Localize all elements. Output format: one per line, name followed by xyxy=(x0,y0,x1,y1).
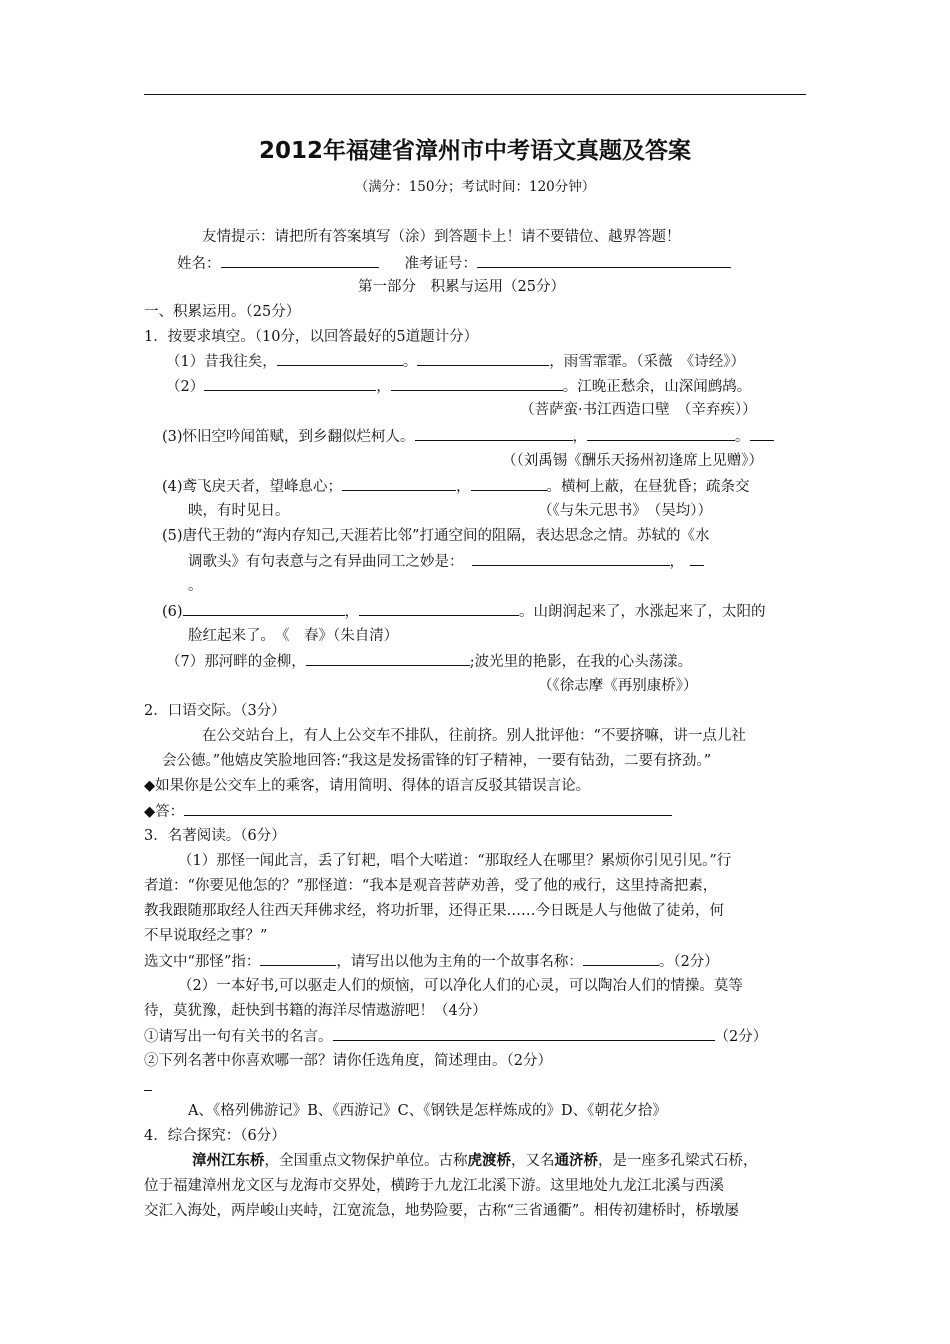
page-subtitle: （满分：150分；考试时间：120分钟） xyxy=(354,179,596,195)
q3-para-1: （1）那怪一闻此言，丢了钉耙，唱个大喏道：“那取经人在哪里？累烦你引见引见。”行 xyxy=(178,853,732,869)
q4-para-3: 交汇入海处，两岸峻山夹峙，江宽流急，地势险要，古称“三省通衢”。相传初建桥时，桥墩屡 xyxy=(144,1203,739,1219)
q1-item-6 xyxy=(162,601,766,622)
q1-3-source: （（刘禹锡《酬乐天扬州初逢席上见赠》） xyxy=(502,453,763,469)
q1-5-end: 。 xyxy=(188,578,203,594)
name-row xyxy=(177,253,731,274)
q4-bridge-name: 漳州江东桥 xyxy=(192,1152,265,1169)
q4-alias-name: 通济桥 xyxy=(554,1152,598,1169)
friendly-tip: 友情提示：请把所有答案填写（涂）到答题卡上！请不要错位、越界答题！ xyxy=(202,229,681,245)
q1-2-text-b: ， xyxy=(376,379,391,395)
q2-heading: 2．口语交际。（3分） xyxy=(144,703,286,719)
name-blank[interactable] xyxy=(221,253,379,268)
q1-item-3 xyxy=(162,426,774,447)
q3-1-text-a: 选文中“那怪”指： xyxy=(144,954,261,970)
q1-4-text-c: 。横柯上蔽，在昼犹昏；疏条交 xyxy=(546,479,750,495)
name-label: 姓名： xyxy=(177,256,221,272)
q1-6-continuation: 脸红起来了。 《 春》（朱自清） xyxy=(188,628,399,644)
section-heading: 一、积累运用。（25分） xyxy=(144,304,301,320)
q1-2-source: （菩萨蛮·书江西造口壁 （辛弃疾）） xyxy=(520,402,757,418)
q1-2-blank-1[interactable] xyxy=(204,376,376,391)
q1-6-blank-2[interactable] xyxy=(359,601,519,616)
q3-1-blank-2[interactable] xyxy=(583,951,659,966)
q4-ancient-name: 虎渡桥 xyxy=(467,1152,511,1169)
q2-para-1: 在公交站台上，有人上公交车不排队，往前挤。别人批评他：“不要挤嘛，讲一点儿社 xyxy=(202,728,746,744)
q1-heading: 1．按要求填空。（10分，以回答最好的5道题计分） xyxy=(144,329,479,345)
q1-4-continuation: 映，有时见日。 xyxy=(188,503,290,519)
q3-2a-blank[interactable] xyxy=(333,1026,715,1041)
q3-2a-text: ①请写出一句有关书的名言。 xyxy=(144,1029,333,1045)
q1-5-text-c: ， xyxy=(669,554,684,570)
q3-1-text-b: ，请写出以他为主角的一个故事名称： xyxy=(336,954,583,970)
q1-2-text-a: （2） xyxy=(166,379,205,395)
q1-item-5-line2 xyxy=(188,551,704,572)
q4-para-2: 位于福建漳州龙文区与龙海市交界处，横跨于九龙江北溪下游。这里地处九龙江北溪与西溪 xyxy=(144,1178,724,1194)
q4-text-2: ，又名 xyxy=(511,1153,555,1169)
q1-4-text-a: (4)鸢飞戾天者，望峰息心； xyxy=(162,479,343,495)
q2-answer-label: ◆答： xyxy=(144,804,185,820)
q3-1-text-c: 。（2分） xyxy=(658,954,719,970)
q3-para-2: 者道：“你要见他怎的？”那怪道：“我本是观音菩萨劝善，受了他的戒行，这里持斋把素， xyxy=(144,878,718,894)
part-heading: 第一部分 积累与运用（25分） xyxy=(358,279,565,295)
q1-7-text-a: （7）那河畔的金柳， xyxy=(166,654,306,670)
q1-item-7 xyxy=(166,651,692,672)
exam-number-label: 准考证号： xyxy=(404,256,477,272)
q1-4-source: （《与朱元思书》 （吴均）） xyxy=(538,503,712,519)
q3-2b-blank[interactable] xyxy=(144,1076,152,1091)
q3-question-2b: ②下列名著中你喜欢哪一部？请你任选角度，简述理由。（2分） xyxy=(144,1053,552,1069)
q1-3-blank-2[interactable] xyxy=(587,426,735,441)
q1-item-5-line1: (5)唐代王勃的“海内存知己,天涯若比邻”打通空间的阻隔，表达思念之情。苏轼的《水 xyxy=(162,528,710,544)
q1-2-text-c: 。江晚正愁余，山深闻鹧鸪。 xyxy=(562,379,752,395)
q1-6-blank-1[interactable] xyxy=(183,601,345,616)
q4-heading: 4．综合探究：（6分） xyxy=(144,1128,286,1144)
q1-4-blank-2[interactable] xyxy=(471,476,547,491)
q1-item-2 xyxy=(166,376,751,397)
q2-prompt: ◆如果你是公交车上的乘客，请用简明、得体的语言反驳其错误言论。 xyxy=(144,778,591,794)
exam-number-blank[interactable] xyxy=(477,253,731,268)
q3-options: A、《格列佛游记》B、《西游记》C、《钢铁是怎样炼成的》D、《朝花夕拾》 xyxy=(188,1103,667,1119)
q1-4-text-b: ， xyxy=(456,479,471,495)
q3-para-3: 教我跟随那取经人往西天拜佛求经，将功折罪，还得正果……今日既是人与他做了徒弟，何 xyxy=(144,903,724,919)
q1-1-text-b: 。 xyxy=(402,354,418,370)
q1-4-blank-1[interactable] xyxy=(342,476,456,491)
q1-3-text-b: ， xyxy=(572,429,588,445)
q3-question-1 xyxy=(144,951,719,972)
q3-para-7: 待，莫犹豫，赶快到书籍的海洋尽情遨游吧！（4分） xyxy=(144,1003,487,1019)
q2-answer-row xyxy=(144,801,672,822)
q1-5-text-b: 调歌头》有句表意与之有异曲同工之妙是： xyxy=(188,554,464,570)
q3-heading: 3．名著阅读。（6分） xyxy=(144,828,286,844)
q1-item-4 xyxy=(162,476,750,497)
q1-7-blank-1[interactable] xyxy=(306,651,470,666)
top-rule xyxy=(144,94,806,95)
q3-answer-blank[interactable] xyxy=(144,1076,152,1097)
q3-para-4: 不早说取经之事？” xyxy=(144,928,268,944)
q1-6-text-a: (6) xyxy=(162,604,183,620)
q3-2a-score: （2分） xyxy=(714,1029,768,1045)
q1-5-blank-2[interactable] xyxy=(690,551,704,566)
q2-para-2: 会公德。”他嬉皮笑脸地回答:“我这是发扬雷锋的钉子精神，一要有钻劲，二要有挤劲。” xyxy=(162,753,712,769)
q2-answer-blank[interactable] xyxy=(184,801,672,816)
q1-7-text-b: ;波光里的艳影，在我的心头荡漾。 xyxy=(469,654,693,670)
q1-1-blank-1[interactable] xyxy=(277,351,403,366)
page-title: 2012年福建省漳州市中考语文真题及答案 xyxy=(258,138,691,164)
q3-question-2a xyxy=(144,1026,767,1047)
q1-3-blank-1[interactable] xyxy=(415,426,573,441)
q1-item-1 xyxy=(166,351,745,372)
q1-6-text-b: ， xyxy=(344,604,360,620)
q3-1-blank-1[interactable] xyxy=(260,951,336,966)
q4-text-3: ，是一座多孔梁式石桥， xyxy=(598,1153,758,1169)
q4-para-1 xyxy=(192,1151,758,1171)
q4-text-1: ，全国重点文物保护单位。古称 xyxy=(264,1153,468,1169)
q1-6-text-c: 。山朗润起来了，水涨起来了，太阳的 xyxy=(519,604,766,620)
q1-1-blank-2[interactable] xyxy=(417,351,549,366)
q1-1-text-c: ，雨雪霏霏。（采薇 《诗经》） xyxy=(549,354,745,370)
q1-5-blank-1[interactable] xyxy=(472,551,670,566)
q1-3-text-c: 。 xyxy=(735,429,750,445)
q1-3-blank-3[interactable] xyxy=(750,426,774,441)
q1-7-source: （《徐志摩《再别康桥》） xyxy=(538,678,698,694)
q1-2-blank-2[interactable] xyxy=(391,376,563,391)
q1-1-text-a: （1）昔我往矣， xyxy=(166,354,277,370)
q1-3-text-a: (3)怀旧空吟闻笛赋，到乡翻似烂柯人。 xyxy=(162,429,415,445)
q3-para-6: （2）一本好书,可以驱走人们的烦恼，可以净化人们的心灵，可以陶冶人们的情操。莫等 xyxy=(178,978,743,994)
